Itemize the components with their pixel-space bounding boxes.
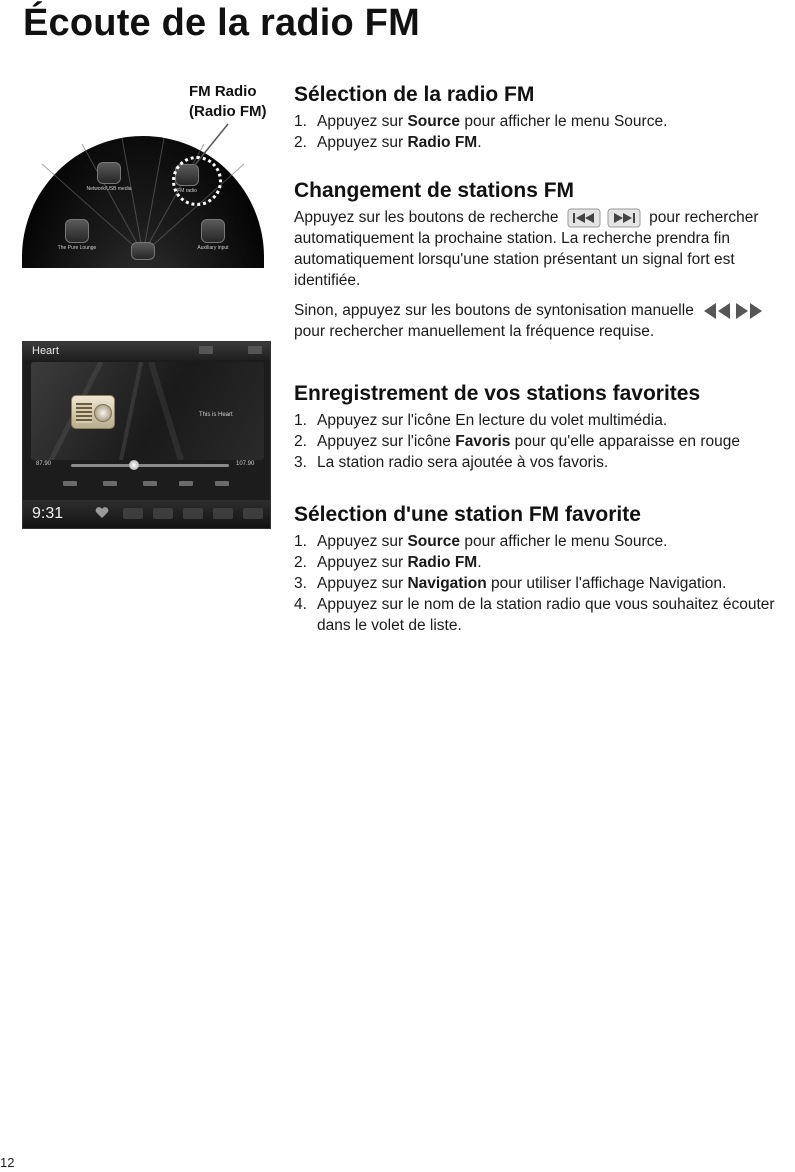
player-title-bar [23,342,271,360]
menu-item-label: Network/USB media [86,186,132,192]
step-number: 2. [294,134,307,151]
step-text: La station radio sera ajoutée à vos favoris. [317,454,609,471]
list-item [294,111,794,132]
favorite-heart-icon[interactable] [95,507,109,519]
player-clock: 9:31 [32,505,64,522]
frequency-min: 87.90 [36,461,52,467]
radio-grill [76,403,92,423]
nav-tab[interactable] [183,508,203,519]
center-source-button[interactable] [129,242,157,262]
seek-buttons-icon [567,208,641,228]
network-usb-icon [97,162,121,184]
auxiliary-input-icon [201,219,225,243]
step-text: Appuyez sur [317,134,408,151]
tune-back-icon[interactable] [103,481,117,486]
callout-line1: FM Radio [189,83,257,100]
section-change-stations [294,178,794,342]
step-bold-text: Source [407,533,461,550]
seek-forward-icon[interactable] [215,481,229,486]
page-title: Écoute de la radio FM [23,2,420,44]
step-number: 2. [294,554,307,571]
step-text: . [477,554,482,571]
menu-item-auxiliary-input[interactable] [188,219,238,251]
frequency-slider-knob[interactable] [129,460,139,470]
step-bold-text: Source [407,113,461,130]
seek-back-icon[interactable] [63,481,77,486]
step-text: Appuyez sur [317,533,408,550]
manual-tune-buttons-icon [702,301,764,321]
seek-paragraph [294,207,794,291]
step-bold-text: Radio FM [407,554,478,571]
steps-list [294,410,794,473]
frequency-max: 107.90 [236,461,255,467]
step-text: Appuyez sur [317,575,408,592]
list-item [294,452,794,473]
menu-item-pure-lounge[interactable] [52,219,102,251]
list-item [294,531,794,552]
menu-item-label: FM radio [177,188,197,194]
tune-forward-icon[interactable] [179,481,193,486]
list-item [294,594,794,636]
list-item [294,410,794,431]
step-number: 3. [294,575,307,592]
now-playing-text: This is Heart [199,412,233,418]
step-bold-text: Favoris [455,433,511,450]
step-number: 1. [294,412,307,429]
section-heading: Sélection d'une station FM favorite [294,503,641,526]
browse-icon[interactable] [199,346,213,354]
nav-tab[interactable] [213,508,233,519]
radio-dial [94,404,112,422]
step-text: . [477,134,482,151]
tuning-controls [63,481,233,489]
manual-tune-paragraph [294,300,794,342]
paragraph-text: Appuyez sur les boutons de recherche [294,209,559,226]
step-text: pour afficher le menu Source. [460,533,668,550]
step-number: 2. [294,433,307,450]
radio-icon [131,242,155,260]
step-text: Appuyez sur l'icône [317,433,456,450]
section-select-fm [294,82,794,153]
steps-list [294,111,794,153]
step-number: 1. [294,533,307,550]
step-text: pour afficher le menu Source. [460,113,668,130]
source-menu-screenshot [22,124,264,268]
paragraph-text: pour rechercher automatiquement la prochaine station. La recherche prendra fin automatiquement lorsqu'une station présentant un signal fort est identifiée. [294,209,759,289]
step-number: 4. [294,596,307,613]
nav-tab[interactable] [123,508,143,519]
step-number: 3. [294,454,307,471]
frequency-slider[interactable] [71,464,229,467]
section-select-favorite [294,502,794,636]
stop-icon[interactable] [143,481,157,486]
section-heading: Changement de stations FM [294,179,575,202]
menu-item-network-usb[interactable] [84,162,134,192]
pure-lounge-icon [65,219,89,243]
fm-radio-highlight-ring [172,156,222,206]
step-text: Appuyez sur l'icône En lecture du volet multimédia. [317,412,668,429]
section-heading: Enregistrement de vos stations favorites [294,382,701,405]
step-text: pour utiliser l'affichage Navigation. [486,575,727,592]
step-text: Appuyez sur [317,554,408,571]
paragraph-text: Sinon, appuyez sur les boutons de syntonisation manuelle [294,302,694,319]
nav-tab[interactable] [153,508,173,519]
radio-icon [71,395,115,429]
menu-item-label: The Pure Lounge [57,245,97,251]
info-icon[interactable] [248,346,262,354]
step-bold-text: Radio FM [407,134,478,151]
fm-player-screenshot [22,341,271,529]
steps-list [294,531,794,636]
list-item [294,573,794,594]
step-text: pour qu'elle apparaisse en rouge [510,433,740,450]
section-save-favorites [294,381,794,473]
player-station-name: Heart [32,345,59,357]
artwork-light-streaks [31,362,264,460]
paragraph-text: pour rechercher manuellement la fréquence requise. [294,323,655,340]
fm-radio-callout [189,82,266,122]
step-bold-text: Navigation [407,575,487,592]
list-item [294,132,794,153]
page-number: 12 [0,1155,15,1170]
list-item [294,552,794,573]
nav-tab[interactable] [243,508,263,519]
section-heading: Sélection de la radio FM [294,83,535,106]
step-number: 1. [294,113,307,130]
callout-line2: (Radio FM) [189,103,267,120]
list-item [294,431,794,452]
menu-item-label: Auxiliary input [197,245,229,251]
player-artwork [31,362,264,460]
step-text: Appuyez sur [317,113,408,130]
step-text: Appuyez sur le nom de la station radio que vous souhaitez écouter dans le volet de liste. [317,596,775,634]
